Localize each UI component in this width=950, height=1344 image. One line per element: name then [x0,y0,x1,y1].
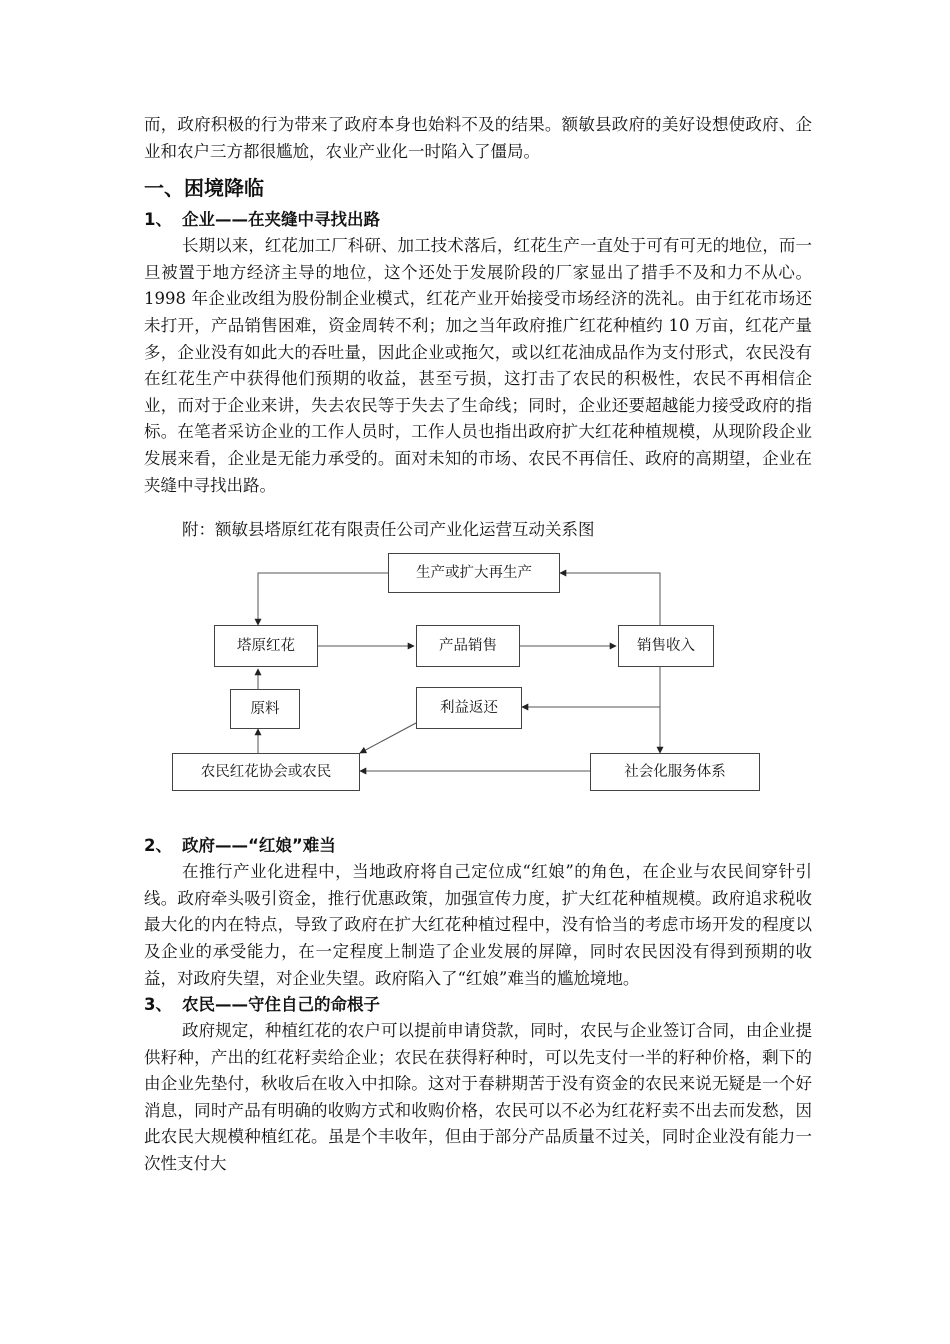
subsection-2-heading [144,833,812,859]
subsection-2-title: 政府——“红娘”难当 [182,836,336,856]
subsection-1-title: 企业——在夹缝中寻找出路 [182,210,380,230]
arrow-income-to-production [560,573,660,625]
subsection-1-heading [144,207,812,233]
box-profit-rebate: 利益返还 [416,687,522,729]
box-farmers-association: 农民红花协会或农民 [172,753,360,791]
box-production: 生产或扩大再生产 [388,553,560,593]
box-sales-income: 销售收入 [618,625,714,667]
subsection-2-body: 在推行产业化进程中，当地政府将自己定位成“红娘”的角色，在企业与农民间穿针引线。政府牵头吸引资金，推行优惠政策，加强宣传力度，扩大红花种植规模。政府追求税收最大化的内在特点，导致了政府在扩大红花种植过程中，没有恰当的考虑市场开发的程度以及企业的承受能力，在一定程度上制造了企业发展的屏障，同时农民因没有得到预期的收益，对政府失望，对企业失望。政府陷入了“红娘”难当的尴尬境地。 [144,862,812,988]
section-heading: 一、困境降临 [144,176,264,201]
intro-paragraph: 而，政府积极的行为带来了政府本身也始料不及的结果。额敏县政府的美好设想使政府、企业和农户三方都很尴尬，农业产业化一时陷入了僵局。 [144,115,812,161]
arrow-production-to-tayuan [258,573,388,625]
box-raw-material: 原料 [230,689,300,729]
arrow-rebate-to-farmers [360,723,416,753]
box-social-service-system: 社会化服务体系 [590,753,760,791]
box-product-sales: 产品销售 [416,625,520,667]
box-tayuan-safflower: 塔原红花 [214,625,318,667]
document-page [144,112,812,1178]
subsection-3-heading [144,992,812,1018]
relationship-diagram [144,553,812,803]
arrow-income-to-rebate [522,667,660,707]
subsection-3-body: 政府规定，种植红花的农户可以提前申请贷款，同时，农民与企业签订合同，由企业提供籽种，产出的红花籽卖给企业；农民在获得籽种时，可以先支付一半的籽种价格，剩下的由企业先垫付，秋收后在收入中扣除。这对于春耕期苦于没有资金的农民来说无疑是一个好消息，同时产品有明确的收购方式和收购价格，农民可以不必为红花籽卖不出去而发愁，因此农民大规模种植红花。虽是个丰收年，但由于部分产品质量不过关，同时企业没有能力一次性支付大 [144,1021,812,1174]
subsection-1-body: 长期以来，红花加工厂科研、加工技术落后，红花生产一直处于可有可无的地位，而一旦被置于地方经济主导的地位，这个还处于发展阶段的厂家显出了措手不及和力不从心。1998 年企业改组为股份制企业模式，红花产业开始接受市场经济的洗礼。由于红花市场还未打开，产品销售困难，资金周转不利；加之当年政府推广红花种植约 10 万亩，红花产量多，企业没有如此大的吞吐量，因此企业或拖欠，或以红花油成品作为支付形式，农民没有在红花生产中获得他们预期的收益，甚至亏损，这打击了农民的积极性，农民不再相信企业，而对于企业来讲，失去农民等于失去了生命线；同时，企业还要超越能力接受政府的指标。在笔者采访企业的工作人员时，工作人员也指出政府扩大红花种植规模，从现阶段企业发展来看，企业是无能力承受的。面对未知的市场、农民不再信任、政府的高期望，企业在夹缝中寻找出路。 [144,236,812,495]
diagram-caption: 附：额敏县塔原红花有限责任公司产业化运营互动关系图 [182,520,595,540]
subsection-3-number: 3、 [144,995,172,1015]
subsection-3-title: 农民——守住自己的命根子 [182,995,380,1015]
subsection-1-number: 1、 [144,210,172,230]
subsection-2-number: 2、 [144,836,172,856]
